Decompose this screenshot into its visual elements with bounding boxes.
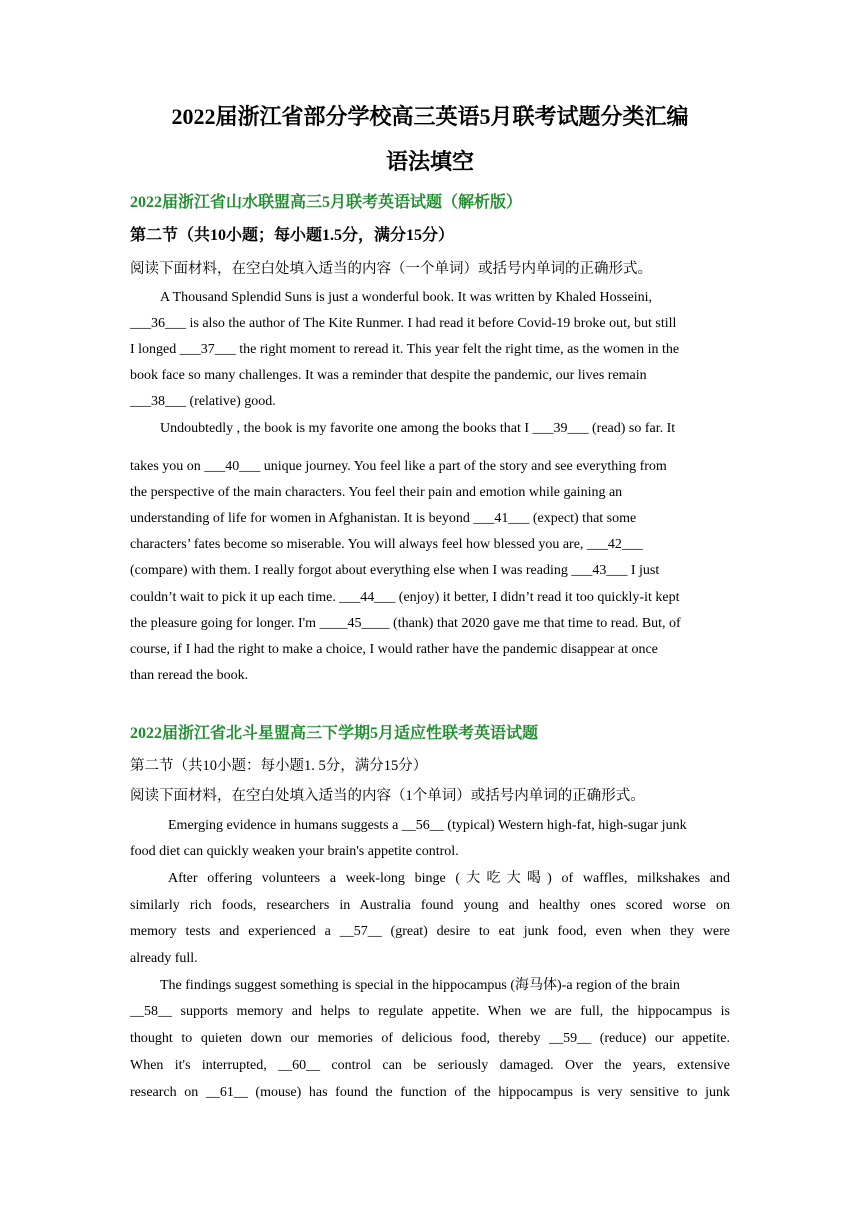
- s1-line-2: ___36___ is also the author of The Kite Runmer. I had read it before Covid-19 broke out, but still: [130, 316, 677, 331]
- section2-part: 第二节（共10小题：每小题1. 5分，满分15分）: [130, 758, 428, 774]
- s2-line-4: similarly rich foods, researchers in Australia found young and healthy ones scored worse on: [130, 898, 730, 913]
- s2-line-8: __58__ supports memory and helps to regulate appetite. When we are full, the hippocampus is: [130, 1004, 730, 1019]
- section1-heading: 2022届浙江省山水联盟高三5月联考英语试题（解析版）: [130, 194, 523, 211]
- s1-line-14: course, if I had the right to make a choice, I would rather have the pandemic disappear at once: [130, 642, 658, 657]
- section2-heading: 2022届浙江省北斗星盟高三下学期5月适应性联考英语试题: [130, 725, 539, 742]
- s2-line-10: When it's interrupted, __60__ control can be seriously damaged. Over the years, extensive: [130, 1058, 730, 1073]
- s2-line-7: The findings suggest something is special in the hippocampus (海马体)-a region of the brain: [160, 978, 680, 993]
- s2-line-11: research on __61__ (mouse) has found the function of the hippocampus is very sensitive to junk: [130, 1085, 730, 1100]
- section1-part: 第二节（共10小题；每小题1.5分，满分15分）: [130, 227, 455, 244]
- s2-line-1: Emerging evidence in humans suggests a __56__ (typical) Western high-fat, high-sugar junk: [168, 818, 687, 833]
- s1-line-8: the perspective of the main characters. You feel their pain and emotion while gaining an: [130, 485, 623, 500]
- s1-line-13: the pleasure going for longer. I'm ____45____ (thank) that 2020 gave me that time to read. But, of: [130, 616, 681, 631]
- s1-line-1: A Thousand Splendid Suns is just a wonderful book. It was written by Khaled Hosseini,: [160, 290, 653, 305]
- document-title: 2022届浙江省部分学校高三英语5月联考试题分类汇编: [171, 104, 689, 129]
- s2-line-5: memory tests and experienced a __57__ (great) desire to eat junk food, even when they were: [130, 924, 730, 939]
- s1-line-5: ___38___ (relative) good.: [130, 394, 276, 409]
- s1-line-7: takes you on ___40___ unique journey. You feel like a part of the story and see everything from: [130, 459, 667, 474]
- s1-line-6: Undoubtedly , the book is my favorite one among the books that I ___39___ (read) so far. It: [160, 421, 676, 436]
- s2-line-6: already full.: [130, 951, 198, 966]
- s2-line-2: food diet can quickly weaken your brain's appetite control.: [130, 844, 459, 859]
- s2-line-9: thought to quieten down our memories of delicious food, thereby __59__ (reduce) our appetite.: [130, 1031, 730, 1046]
- s1-line-3: I longed ___37___ the right moment to reread it. This year felt the right time, as the women in the: [130, 342, 680, 357]
- s1-line-9: understanding of life for women in Afghanistan. It is beyond ___41___ (expect) that some: [130, 511, 637, 526]
- s1-line-15: than reread the book.: [130, 668, 249, 683]
- document-subtitle: 语法填空: [385, 149, 474, 174]
- s1-line-4: book face so many challenges. It was a reminder that despite the pandemic, our lives remain: [130, 368, 647, 383]
- s1-line-10: characters’ fates become so miserable. You will always feel how blessed you are, ___42___: [130, 537, 643, 552]
- section2-instruction: 阅读下面材料，在空白处填入适当的内容（1个单词）或括号内单词的正确形式。: [130, 788, 645, 804]
- section1-instruction: 阅读下面材料，在空白处填入适当的内容（一个单词）或括号内单词的正确形式。: [130, 261, 652, 277]
- s1-line-12: couldn’t wait to pick it up each time. ___44___ (enjoy) it better, I didn’t read it too quickly-it kept: [130, 590, 680, 605]
- s1-line-11: (compare) with them. I really forgot about everything else when I was reading ___43___ I just: [130, 563, 660, 578]
- s2-line-3: After offering volunteers a week-long binge (大吃大喝) of waffles, milkshakes and: [168, 871, 730, 886]
